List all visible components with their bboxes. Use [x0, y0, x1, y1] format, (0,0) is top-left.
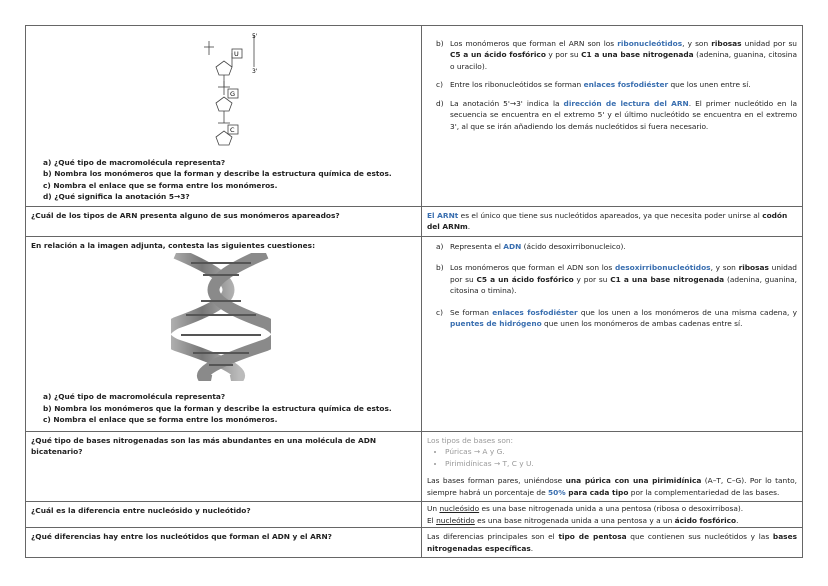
- list-item: d) ¿Qué significa la anotación 5→3?: [43, 192, 190, 202]
- base-label-g: G: [230, 90, 236, 98]
- list-item: c) Nombra el enlace que se forma entre los monómeros.: [43, 180, 278, 190]
- table-row: [26, 206, 803, 236]
- question-list: [31, 157, 416, 203]
- list-item: a) ¿Qué tipo de macromolécula representa?: [43, 392, 226, 402]
- bases-intro: Los tipos de bases son:: [427, 435, 514, 445]
- answer-cell: Las diferencias principales son el tipo de pentosa que contienen sus nucleótidos y las bases nitrogenadas específicas.: [422, 528, 803, 558]
- question-cell: [26, 26, 422, 207]
- question-list: [31, 391, 416, 425]
- list-item: • Pirimidínicas → T, C y U.: [445, 458, 797, 469]
- answer-d: d) La anotación 5'→3' indica la dirección de lectura del ARN. El primer nucleótido en la secuencia se encuentra en el extremo 5' y el último nucleótido se encuentra en el extremo 3', al que se irán añadiendo los demás nucleótidos si fuera necesario.: [436, 98, 798, 131]
- worksheet-table: [25, 25, 803, 558]
- answer-cell: [422, 236, 803, 431]
- question-cell: ¿Qué tipo de bases nitrogenadas son las más abundantes en una molécula de ADN bicatenario?: [26, 431, 422, 501]
- answer-cell: El ARNt es el único que tiene sus nucleótidos apareados, ya que necesita poder unirse al codón del ARNm.: [422, 206, 803, 236]
- answer-b: b) Los monómeros que forman el ADN son los desoxirribonucleótidos, y son ribosas unidad por su C5 a un ácido fosfórico y por su C1 a una base nitrogenada (adenina, guanina, citosina o timina).: [436, 263, 797, 296]
- table-row: [26, 431, 803, 501]
- table-row: [26, 236, 803, 431]
- bases-explanation: Las bases forman pares, uniéndose una púrica con una pirimidínica (A–T, C–G). Por lo tanto, siempre habrá un porcentaje de 50% para cada tipo por la complementariedad de las bases.: [427, 476, 797, 497]
- nucleoside-definition: Un nucleósido es una base nitrogenada unida a una pentosa (ribosa o desoxirribosa).: [427, 504, 744, 514]
- answer-b: b) Los monómeros que forman el ARN son los ribonucleótidos, y son ribosas unidad por su C5 a un ácido fosfórico y por su C1 a una base nitrogenada (adenina, guanina, citosina o uracilo).: [436, 39, 798, 71]
- answer-cell: [422, 26, 803, 207]
- answer-c: c) Se forman enlaces fosfodiéster que los unen a los monómeros de una misma cadena, y puentes de hidrógeno que unen los monómeros de ambas cadenas entre sí.: [436, 307, 797, 329]
- list-item: • Púricas → A y G.: [445, 446, 797, 457]
- label-5prime: 5': [252, 33, 258, 40]
- list-item: b) Nombra los monómeros que la forman y describe la estructura química de estos.: [43, 169, 392, 179]
- list-item: a) ¿Qué tipo de macromolécula representa?: [43, 158, 226, 167]
- base-label-u: U: [234, 50, 239, 58]
- label-3prime: 3': [252, 68, 258, 75]
- question-cell: [26, 236, 422, 431]
- base-label-c: C: [230, 126, 235, 134]
- question-cell: ¿Qué diferencias hay entre los nucleótidos que forman el ADN y el ARN?: [26, 528, 422, 558]
- rna-strand-figure: [196, 29, 286, 149]
- nucleotide-definition: El nucleótido es una base nitrogenada unida a una pentosa y a un ácido fosfórico.: [427, 515, 739, 525]
- dna-helix-figure: [171, 253, 271, 381]
- table-row: [26, 502, 803, 528]
- answer-cell: [422, 431, 803, 501]
- table-row: [26, 528, 803, 558]
- answer-a: a) Representa el ADN (ácido desoxirribonucleico).: [436, 241, 626, 251]
- table-row: [26, 26, 803, 207]
- question-text: En relación a la imagen adjunta, contesta las siguientes cuestiones:: [31, 240, 316, 250]
- bases-list: [427, 446, 797, 469]
- answer-c: c) Entre los ribonucleótidos se forman enlaces fosfodiéster que los unen entre sí.: [436, 80, 751, 90]
- question-cell: ¿Cuál es la diferencia entre nucleósido y nucleótido?: [26, 502, 422, 528]
- list-item: b) Nombra los monómeros que la forman y describe la estructura química de estos.: [43, 403, 392, 413]
- answer-cell: [422, 502, 803, 528]
- list-item: c) Nombra el enlace que se forma entre los monómeros.: [43, 415, 278, 425]
- question-cell: ¿Cuál de los tipos de ARN presenta alguno de sus monómeros apareados?: [26, 206, 422, 236]
